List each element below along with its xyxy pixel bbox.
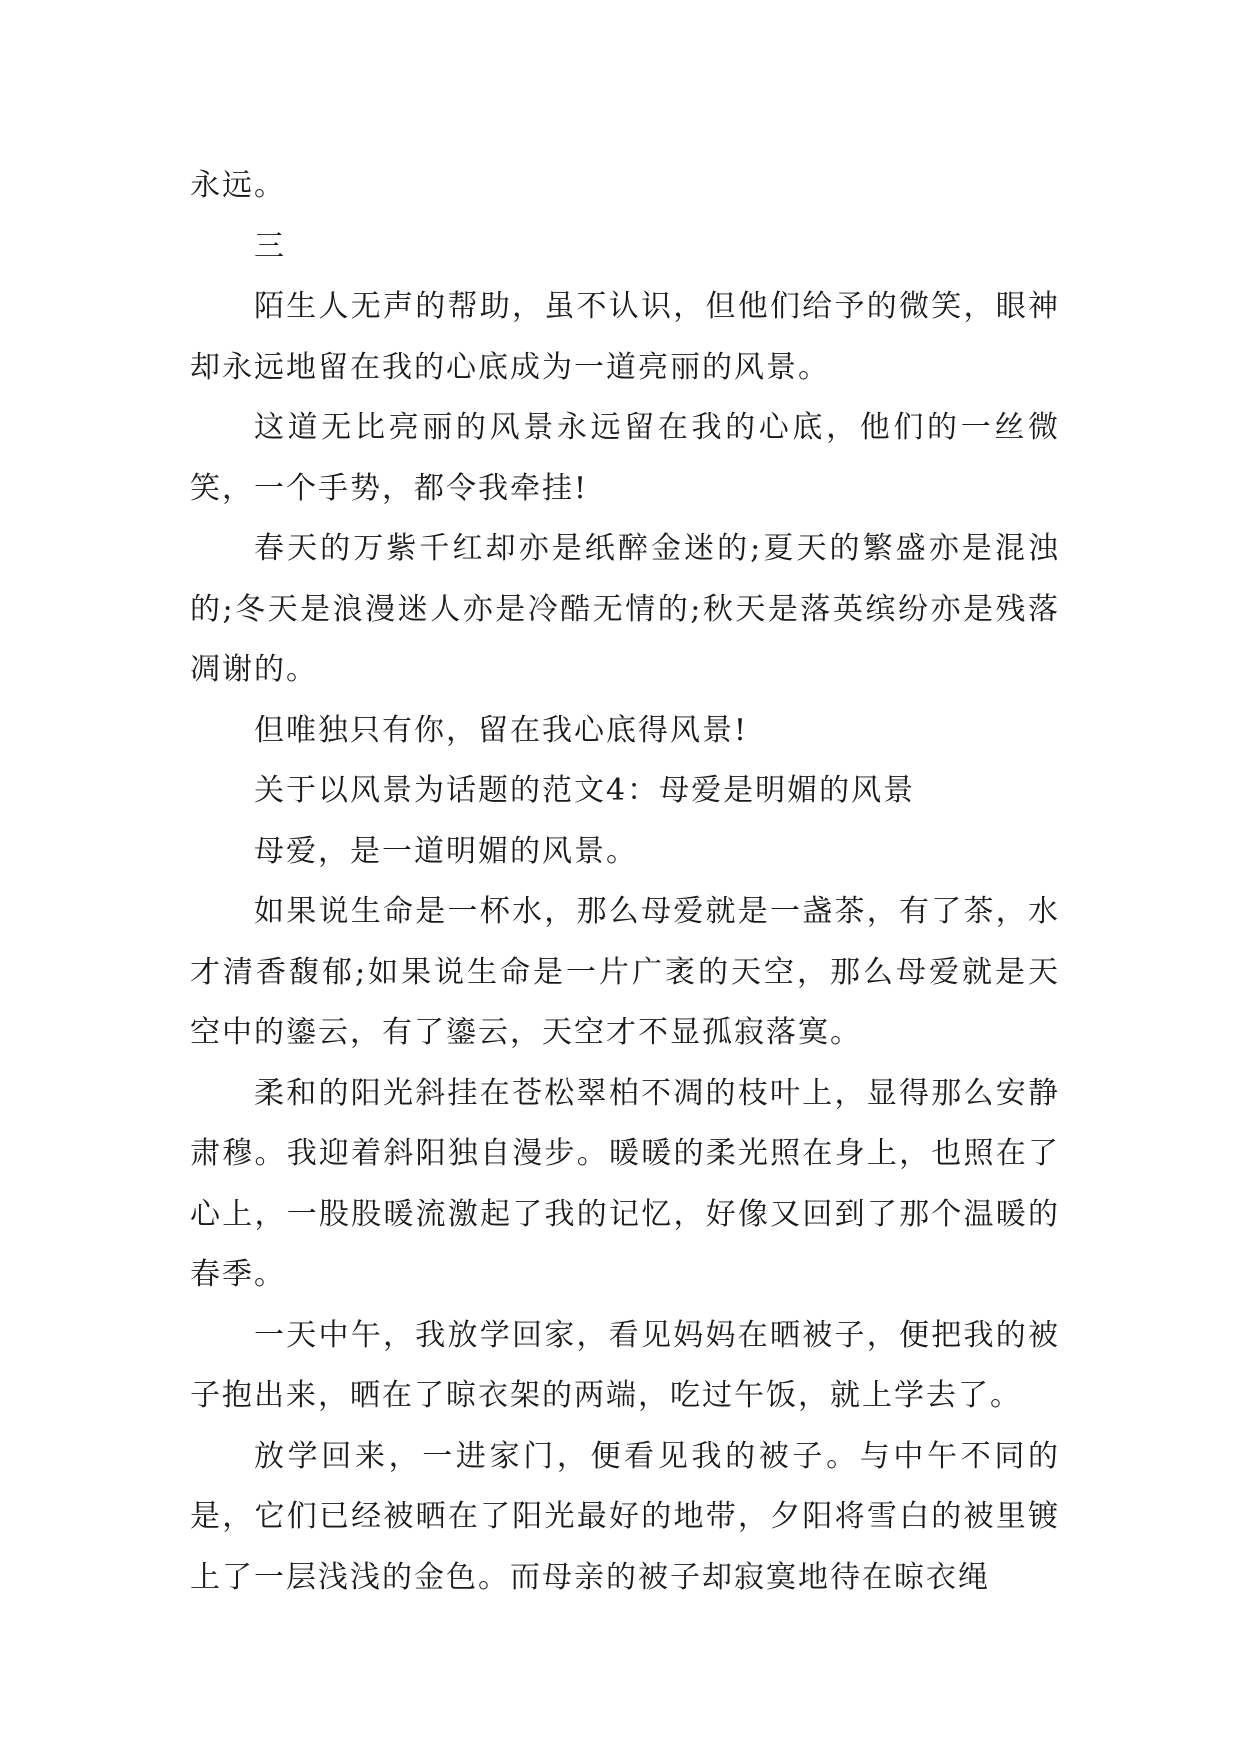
paragraph: 母爱，是一道明媚的风景。 [254,833,638,869]
paragraph: 一天中午，我放学回家，看见妈妈在晒被子，便把我的被子抱出来，晒在了晾衣架的两端，吃过午饭，就上学去了。 [190,1317,1060,1413]
paragraph: 但唯独只有你，留在我心底得风景! [254,712,749,748]
paragraph: 春天的万紫千红却亦是纸醉金迷的;夏天的繁盛亦是混浊的;冬天是浪漫迷人亦是冷酷无情的;秋天是落英缤纷亦是残落凋谢的。 [190,531,1060,687]
section-number: 三 [254,228,286,264]
paragraph: 永远。 [190,168,286,203]
essay-heading: 关于以风景为话题的范文4：母爱是明媚的风景 [254,773,916,808]
paragraph: 放学回来，一进家门，便看见我的被子。与中午不同的是，它们已经被晒在了阳光最好的地带，夕阳将雪白的被里镀上了一层浅浅的金色。而母亲的被子却寂寞地待在晾衣绳 [190,1438,1060,1595]
paragraph: 这道无比亮丽的风景永远留在我的心底，他们的一丝微笑，一个手势，都令我牵挂! [190,410,1060,506]
paragraph: 陌生人无声的帮助，虽不认识，但他们给予的微笑，眼神却永远地留在我的心底成为一道亮丽的风景。 [190,289,1060,385]
body-text [190,156,1060,1608]
paragraph: 如果说生命是一杯水，那么母爱就是一盏茶，有了茶，水才清香馥郁;如果说生命是一片广袤的天空，那么母爱就是天空中的鎏云，有了鎏云，天空才不显孤寂落寞。 [190,894,1060,1050]
paragraph: 柔和的阳光斜挂在苍松翠柏不凋的枝叶上，显得那么安静肃穆。我迎着斜阳独自漫步。暖暖的柔光照在身上，也照在了心上，一股股暖流激起了我的记忆，好像又回到了那个温暖的春季。 [190,1075,1060,1292]
